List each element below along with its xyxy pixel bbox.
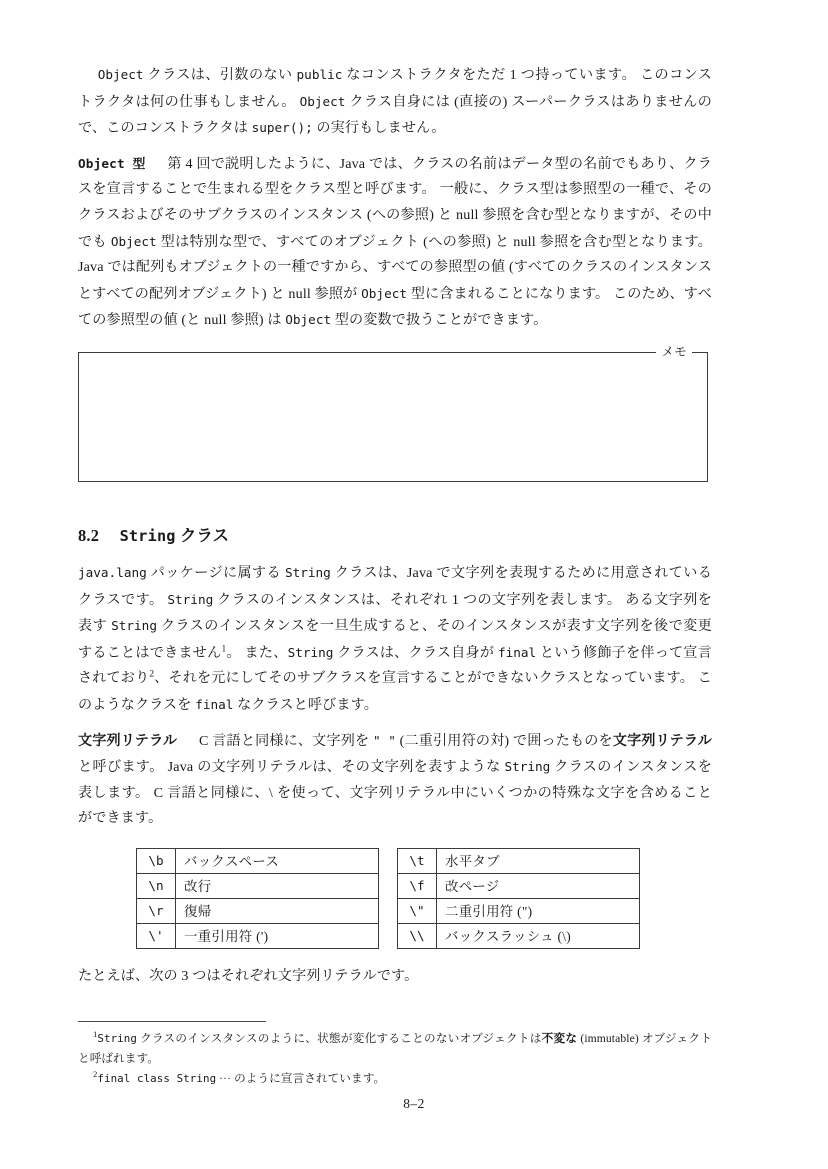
section-heading-8-2 (78, 522, 712, 546)
code-span: String (287, 644, 334, 660)
section-title-mono: String (119, 526, 176, 545)
footnote-list (78, 1029, 712, 1089)
escape-description-cell: 改行 (176, 873, 379, 898)
code-span: java.lang (78, 564, 147, 580)
code-span: Object (299, 93, 346, 109)
text-span: ··· のように宣言されています。 (216, 1072, 386, 1086)
code-span: String (504, 759, 551, 775)
page-number: 8–2 (403, 1096, 425, 1111)
text-span: クラスのインスタンスは、それぞれ 1 つの文字列を表します。 ある文字列を表す (78, 591, 712, 635)
text-span: の実行もしません。 (312, 120, 446, 137)
escape-code-cell: \n (137, 873, 176, 898)
text-span: クラス自身には (直接の) スーパークラスはありませんので、このコンストラクタは (78, 93, 712, 137)
text-span: 型に含まれることになります。 このため、すべての参照型の値 (と null 参照) は (78, 285, 713, 329)
code-span: String (167, 591, 214, 607)
text-span: 。 また、 (226, 644, 288, 661)
table-row (398, 898, 640, 923)
paragraph-object-type-body (78, 156, 712, 329)
run-in-label-object-type: Object 型 (78, 155, 146, 171)
text-span: クラスは、引数のない (143, 67, 297, 83)
escape-table-right (397, 848, 640, 949)
text-span: クラスのインスタンスのように、状態が変化することのないオブジェクトは (136, 1032, 542, 1046)
paragraph-object-type (78, 151, 712, 334)
footnote-number: 1 (93, 1030, 98, 1040)
emphasis-span: 文字列リテラル (612, 732, 712, 749)
text-span: クラスのインスタンスを一旦生成すると、そのインスタンスが表す文字列を後で変更することはできません (78, 618, 712, 661)
run-in-label-string-literal: 文字列リテラル (78, 732, 178, 749)
text-span: パッケージに属する (146, 564, 285, 581)
escape-code-cell: \' (137, 923, 176, 948)
escape-description-cell: 水平タブ (437, 848, 640, 873)
table-row (137, 923, 379, 948)
code-span: Object (285, 312, 332, 328)
text-span: クラスは、クラス自身が (333, 644, 498, 661)
footnote (78, 1029, 712, 1068)
code-span: final (497, 644, 537, 660)
escape-code-cell: \b (137, 848, 176, 873)
escape-sequence-tables (78, 848, 712, 949)
code-span: Object (97, 67, 144, 82)
escape-code-cell: \r (137, 898, 176, 923)
table-row (137, 898, 379, 923)
text-span: 、それを元にしてそのサブクラスを宣言することができないクラスとなっています。 このようなクラスを (78, 670, 713, 713)
memo-area (78, 344, 710, 484)
text-span: (二重引用符の対) で囲ったものを (395, 732, 613, 749)
code-span: public (296, 67, 343, 82)
table-row (398, 873, 640, 898)
memo-box[interactable] (78, 352, 708, 482)
escape-code-cell: \\ (398, 923, 437, 948)
text-span: 型の変数で扱うことができます。 (331, 312, 548, 329)
code-span: Object (361, 285, 407, 301)
text-span: 第 4 回で説明したように、Java では、クラスの名前はデータ型の名前でもあり、クラスを宣言することで生まれる型をクラス型と呼びます。 一般に、クラス型は参照型の一種で、そのクラスおよびそのサブクラスのインスタンス (への参照) と null 参照を含む型となりますが、その中でも (78, 155, 712, 250)
table-row (137, 873, 379, 898)
table-row (398, 848, 640, 873)
escape-description-cell: 復帰 (176, 898, 379, 923)
footnote-marker[interactable]: 1 (221, 644, 227, 655)
escape-description-cell: バックスペース (176, 848, 379, 873)
escape-description-cell: 一重引用符 (') (176, 923, 379, 948)
escape-table-left (136, 848, 379, 949)
text-span: C 言語と同様に、文字列を (199, 732, 373, 749)
escape-code-cell: \t (398, 848, 437, 873)
paragraph-object-constructor (78, 62, 712, 142)
paragraph-examples-intro: たとえば、次の 3 つはそれぞれ文字列リテラルです。 (78, 967, 419, 984)
escape-table-right-body (398, 848, 640, 948)
code-span: String (284, 564, 331, 580)
section-title-ja: クラス (179, 525, 230, 545)
code-span: final (195, 696, 234, 712)
escape-description-cell: 改ページ (437, 873, 640, 898)
code-span: Object (110, 233, 157, 249)
escape-description-cell: 二重引用符 (") (437, 898, 640, 923)
escape-description-cell: バックスラッシュ (\) (437, 923, 640, 948)
table-row (137, 848, 379, 873)
code-span: super(); (251, 120, 313, 136)
footnote-separator (78, 1021, 266, 1022)
text-span: クラスのインスタンスを表します。 C 言語と同様に、\ を使って、文字列リテラル中にいくつかの特殊な文字を含めることができます。 (78, 759, 712, 827)
code-span: " " (372, 732, 396, 748)
memo-label: メモ (656, 343, 692, 361)
code-span: String (111, 618, 157, 634)
text-span: クラスは、Java で文字列を表現するために用意されているクラスです。 (78, 564, 712, 608)
text-span: なコンストラクタをただ 1 つ持っています。 このコンストラクタは何の仕事もしません。 (78, 67, 712, 110)
text-span: なクラスと呼びます。 (233, 696, 378, 713)
emphasis-span: 不変な (541, 1032, 578, 1046)
text-span: という修飾子を伴って宣言されており (78, 644, 712, 687)
escape-code-cell: \" (398, 898, 437, 923)
text-span: (immutable) オブジェクトと呼ばれます。 (78, 1032, 712, 1065)
table-row (398, 923, 640, 948)
paragraph-string-class (78, 560, 712, 719)
paragraph-string-literal (78, 728, 712, 832)
footnote (78, 1069, 712, 1089)
footnote-marker[interactable]: 2 (149, 669, 155, 680)
text-span: 型は特別な型で、すべてのオブジェクト (への参照) と null 参照を含む型となります。 Java では配列もオブジェクトの一種ですから、すべての参照型の値 (すべてのクラスのインスタンスとすべての配列オブジェクト) と null 参照が (78, 233, 712, 302)
section-number: 8.2 (78, 525, 100, 545)
code-span: final class String (97, 1072, 217, 1086)
escape-code-cell: \f (398, 873, 437, 898)
code-span: String (97, 1032, 137, 1046)
footnote-number: 2 (93, 1070, 98, 1080)
escape-table-left-body (137, 848, 379, 948)
page-content (78, 62, 712, 1090)
text-span: と呼びます。 Java の文字列リテラルは、その文字列を表すような (78, 759, 505, 776)
